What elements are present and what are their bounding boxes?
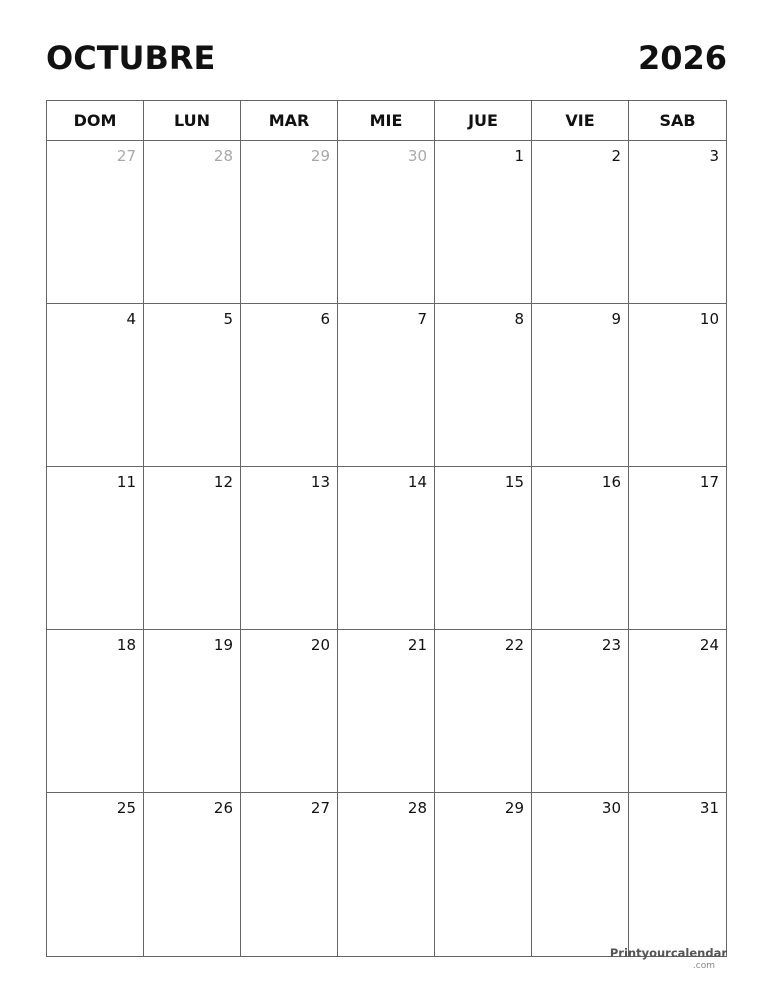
day-cell bbox=[338, 141, 435, 304]
weekday-header-mon: LUN bbox=[144, 101, 241, 140]
day-cell bbox=[532, 467, 629, 630]
day-cell bbox=[629, 793, 726, 956]
day-cell bbox=[435, 304, 532, 467]
day-number: 3 bbox=[709, 147, 719, 165]
day-cell bbox=[435, 793, 532, 956]
day-cell bbox=[241, 467, 338, 630]
weekday-header-row bbox=[47, 101, 726, 141]
day-cell bbox=[144, 630, 241, 793]
weekday-header-thu: JUE bbox=[435, 101, 532, 140]
day-number: 29 bbox=[504, 799, 524, 817]
day-number: 19 bbox=[213, 636, 233, 654]
brand-name: Printyourcalendar bbox=[609, 946, 727, 960]
day-cell bbox=[532, 630, 629, 793]
day-number: 14 bbox=[407, 473, 427, 491]
year-title: 2026 bbox=[637, 39, 727, 77]
day-cell bbox=[532, 793, 629, 956]
day-number-outside-month: 28 bbox=[213, 147, 233, 165]
day-cell bbox=[144, 304, 241, 467]
day-number: 22 bbox=[504, 636, 524, 654]
day-cell bbox=[338, 630, 435, 793]
day-cell bbox=[435, 630, 532, 793]
day-cell bbox=[629, 630, 726, 793]
day-number: 24 bbox=[699, 636, 719, 654]
day-number-outside-month: 27 bbox=[116, 147, 136, 165]
weekday-header-sat: SAB bbox=[659, 111, 696, 130]
day-number: 4 bbox=[126, 310, 136, 328]
month-title: OCTUBRE bbox=[46, 39, 216, 77]
day-cell bbox=[241, 141, 338, 304]
calendar-grid bbox=[46, 100, 727, 957]
day-cell bbox=[144, 467, 241, 630]
day-cell bbox=[338, 304, 435, 467]
day-number: 12 bbox=[213, 473, 233, 491]
day-number: 15 bbox=[504, 473, 524, 491]
day-number: 13 bbox=[310, 473, 330, 491]
day-number: 21 bbox=[407, 636, 427, 654]
day-cell bbox=[532, 141, 629, 304]
weekday-header-fri: VIE bbox=[532, 101, 629, 140]
day-cell bbox=[241, 304, 338, 467]
day-cell bbox=[338, 467, 435, 630]
day-cell bbox=[47, 141, 144, 304]
day-number: 2 bbox=[611, 147, 621, 165]
day-cell bbox=[241, 630, 338, 793]
day-number: 1 bbox=[514, 147, 524, 165]
day-cell bbox=[629, 304, 726, 467]
day-number-outside-month: 30 bbox=[407, 147, 427, 165]
day-number: 6 bbox=[320, 310, 330, 328]
day-number: 8 bbox=[514, 310, 524, 328]
day-number: 9 bbox=[611, 310, 621, 328]
day-number: 18 bbox=[116, 636, 136, 654]
weekday-header-tue: MAR bbox=[241, 101, 338, 140]
day-number: 7 bbox=[417, 310, 427, 328]
day-cell bbox=[629, 467, 726, 630]
day-number: 10 bbox=[699, 310, 719, 328]
day-cell bbox=[338, 793, 435, 956]
day-number: 27 bbox=[310, 799, 330, 817]
day-cell bbox=[47, 467, 144, 630]
day-number: 25 bbox=[116, 799, 136, 817]
day-number: 17 bbox=[699, 473, 719, 491]
day-cell bbox=[47, 793, 144, 956]
day-number: 20 bbox=[310, 636, 330, 654]
brand-logo bbox=[610, 948, 727, 971]
day-number: 5 bbox=[223, 310, 233, 328]
day-cell bbox=[435, 467, 532, 630]
weekday-header-sun: DOM bbox=[47, 101, 144, 140]
day-cell bbox=[435, 141, 532, 304]
day-number: 30 bbox=[601, 799, 621, 817]
day-cell bbox=[241, 793, 338, 956]
day-cell bbox=[629, 141, 726, 304]
weeks-grid bbox=[47, 141, 726, 956]
brand-domain: .com bbox=[692, 960, 715, 971]
day-number: 23 bbox=[601, 636, 621, 654]
day-number-outside-month: 29 bbox=[310, 147, 330, 165]
day-number: 28 bbox=[407, 799, 427, 817]
day-cell bbox=[144, 793, 241, 956]
day-cell bbox=[47, 304, 144, 467]
day-number: 11 bbox=[116, 473, 136, 491]
day-number: 31 bbox=[699, 799, 719, 817]
day-cell bbox=[47, 630, 144, 793]
day-cell bbox=[144, 141, 241, 304]
weekday-header-wed: MIE bbox=[338, 101, 435, 140]
day-cell bbox=[532, 304, 629, 467]
day-number: 16 bbox=[601, 473, 621, 491]
day-number: 26 bbox=[213, 799, 233, 817]
footer-divider bbox=[540, 956, 586, 957]
